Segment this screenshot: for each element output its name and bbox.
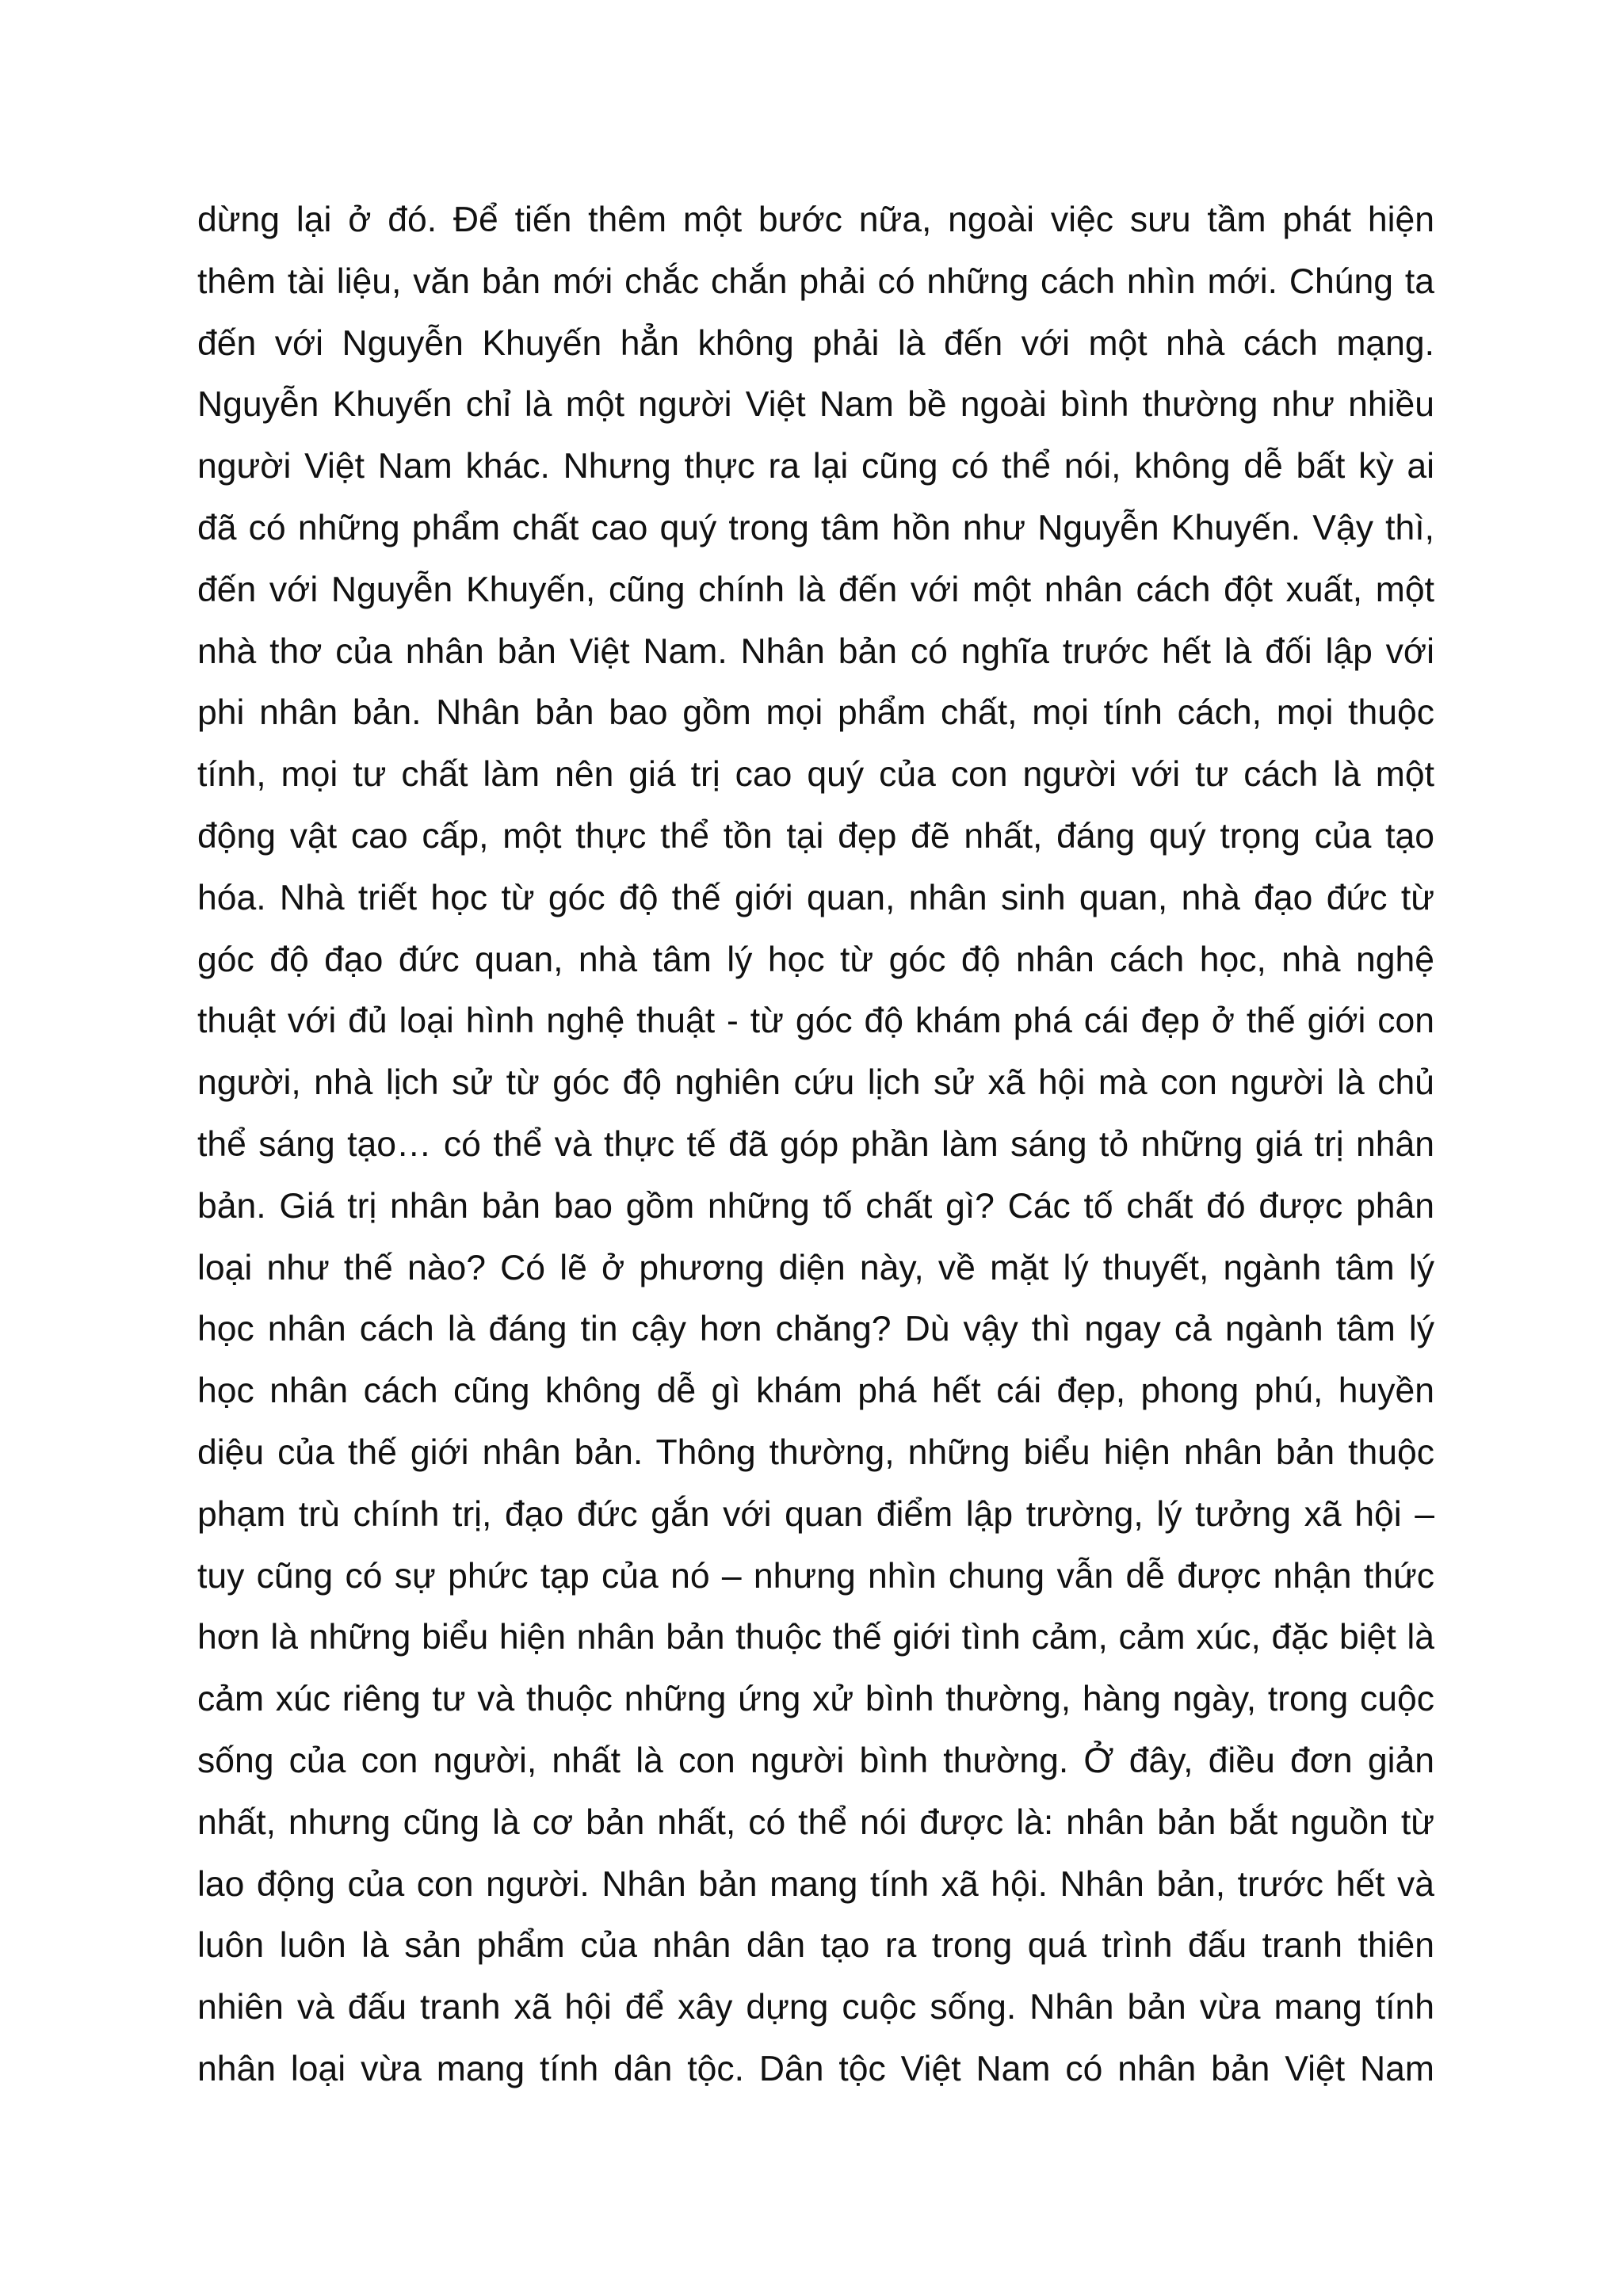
paragraph-line: dừng lại ở đó. Để tiến thêm một bước nữa, ngoài việc sưu tầm phát hiện — [197, 200, 1434, 239]
paragraph-line: học nhân cách cũng không dễ gì khám phá hết cái đẹp, phong phú, huyền — [197, 1371, 1434, 1411]
paragraph-line: lao động của con người. Nhân bản mang tính xã hội. Nhân bản, trước hết và — [197, 1864, 1434, 1904]
paragraph-line: luôn luôn là sản phẩm của nhân dân tạo ra trong quá trình đấu tranh thiên — [197, 1926, 1434, 1966]
paragraph-line: người Việt Nam khác. Nhưng thực ra lại cũng có thể nói, không dễ bất kỳ ai — [197, 447, 1434, 486]
paragraph-line: cảm xúc riêng tư và thuộc những ứng xử bình thường, hàng ngày, trong cuộc — [197, 1680, 1434, 1719]
paragraph-line: học nhân cách là đáng tin cậy hơn chăng? Dù vậy thì ngay cả ngành tâm lý — [197, 1310, 1434, 1349]
paragraph-line: sống của con người, nhất là con người bình thường. Ở đây, điều đơn giản — [197, 1741, 1434, 1780]
paragraph-line: hóa. Nhà triết học từ góc độ thế giới quan, nhân sinh quan, nhà đạo đức từ — [197, 878, 1434, 917]
body-paragraph — [197, 189, 1434, 2100]
paragraph-line: đã có những phẩm chất cao quý trong tâm hồn như Nguyễn Khuyến. Vậy thì, — [197, 508, 1434, 547]
paragraph-line: nhà thơ của nhân bản Việt Nam. Nhân bản có nghĩa trước hết là đối lập với — [197, 631, 1434, 671]
paragraph-line: thuật với đủ loại hình nghệ thuật - từ góc độ khám phá cái đẹp ở thế giới con — [197, 1001, 1434, 1041]
paragraph-line: Nguyễn Khuyến chỉ là một người Việt Nam bề ngoài bình thường như nhiều — [197, 385, 1434, 425]
paragraph-line: nhất, nhưng cũng là cơ bản nhất, có thể nói được là: nhân bản bắt nguồn từ — [197, 1802, 1434, 1842]
paragraph-line: đến với Nguyễn Khuyến hẳn không phải là đến với một nhà cách mạng. — [197, 323, 1434, 363]
paragraph-line: tuy cũng có sự phức tạp của nó – nhưng nhìn chung vẫn dễ được nhận thức — [197, 1556, 1434, 1596]
paragraph-line: bản. Giá trị nhân bản bao gồm những tố chất gì? Các tố chất đó được phân — [197, 1186, 1434, 1226]
paragraph-line: tính, mọi tư chất làm nên giá trị cao quý của con người với tư cách là một — [197, 755, 1434, 795]
paragraph-line: phi nhân bản. Nhân bản bao gồm mọi phẩm chất, mọi tính cách, mọi thuộc — [197, 693, 1434, 733]
paragraph-line: động vật cao cấp, một thực thể tồn tại đẹp đẽ nhất, đáng quý trọng của tạo — [197, 816, 1434, 856]
paragraph-line: người, nhà lịch sử từ góc độ nghiên cứu lịch sử xã hội mà con người là chủ — [197, 1063, 1434, 1103]
paragraph-line: đến với Nguyễn Khuyến, cũng chính là đến với một nhân cách đột xuất, một — [197, 570, 1434, 609]
paragraph-line: diệu của thế giới nhân bản. Thông thường, những biểu hiện nhân bản thuộc — [197, 1432, 1434, 1472]
paragraph-line: góc độ đạo đức quan, nhà tâm lý học từ góc độ nhân cách học, nhà nghệ — [197, 940, 1434, 979]
paragraph-line: loại như thế nào? Có lẽ ở phương diện này, về mặt lý thuyết, ngành tâm lý — [197, 1248, 1434, 1287]
paragraph-line: nhiên và đấu tranh xã hội để xây dựng cuộc sống. Nhân bản vừa mang tính — [197, 1988, 1434, 2027]
paragraph-line: thể sáng tạo… có thể và thực tế đã góp phần làm sáng tỏ những giá trị nhân — [197, 1124, 1434, 1164]
paragraph-line: thêm tài liệu, văn bản mới chắc chắn phải có những cách nhìn mới. Chúng ta — [197, 261, 1434, 301]
paragraph-line: hơn là những biểu hiện nhân bản thuộc thế giới tình cảm, cảm xúc, đặc biệt là — [197, 1618, 1434, 1657]
paragraph-line: nhân loại vừa mang tính dân tộc. Dân tộc Việt Nam có nhân bản Việt Nam — [197, 2049, 1434, 2088]
paragraph-line: phạm trù chính trị, đạo đức gắn với quan điểm lập trường, lý tưởng xã hội – — [197, 1494, 1434, 1534]
